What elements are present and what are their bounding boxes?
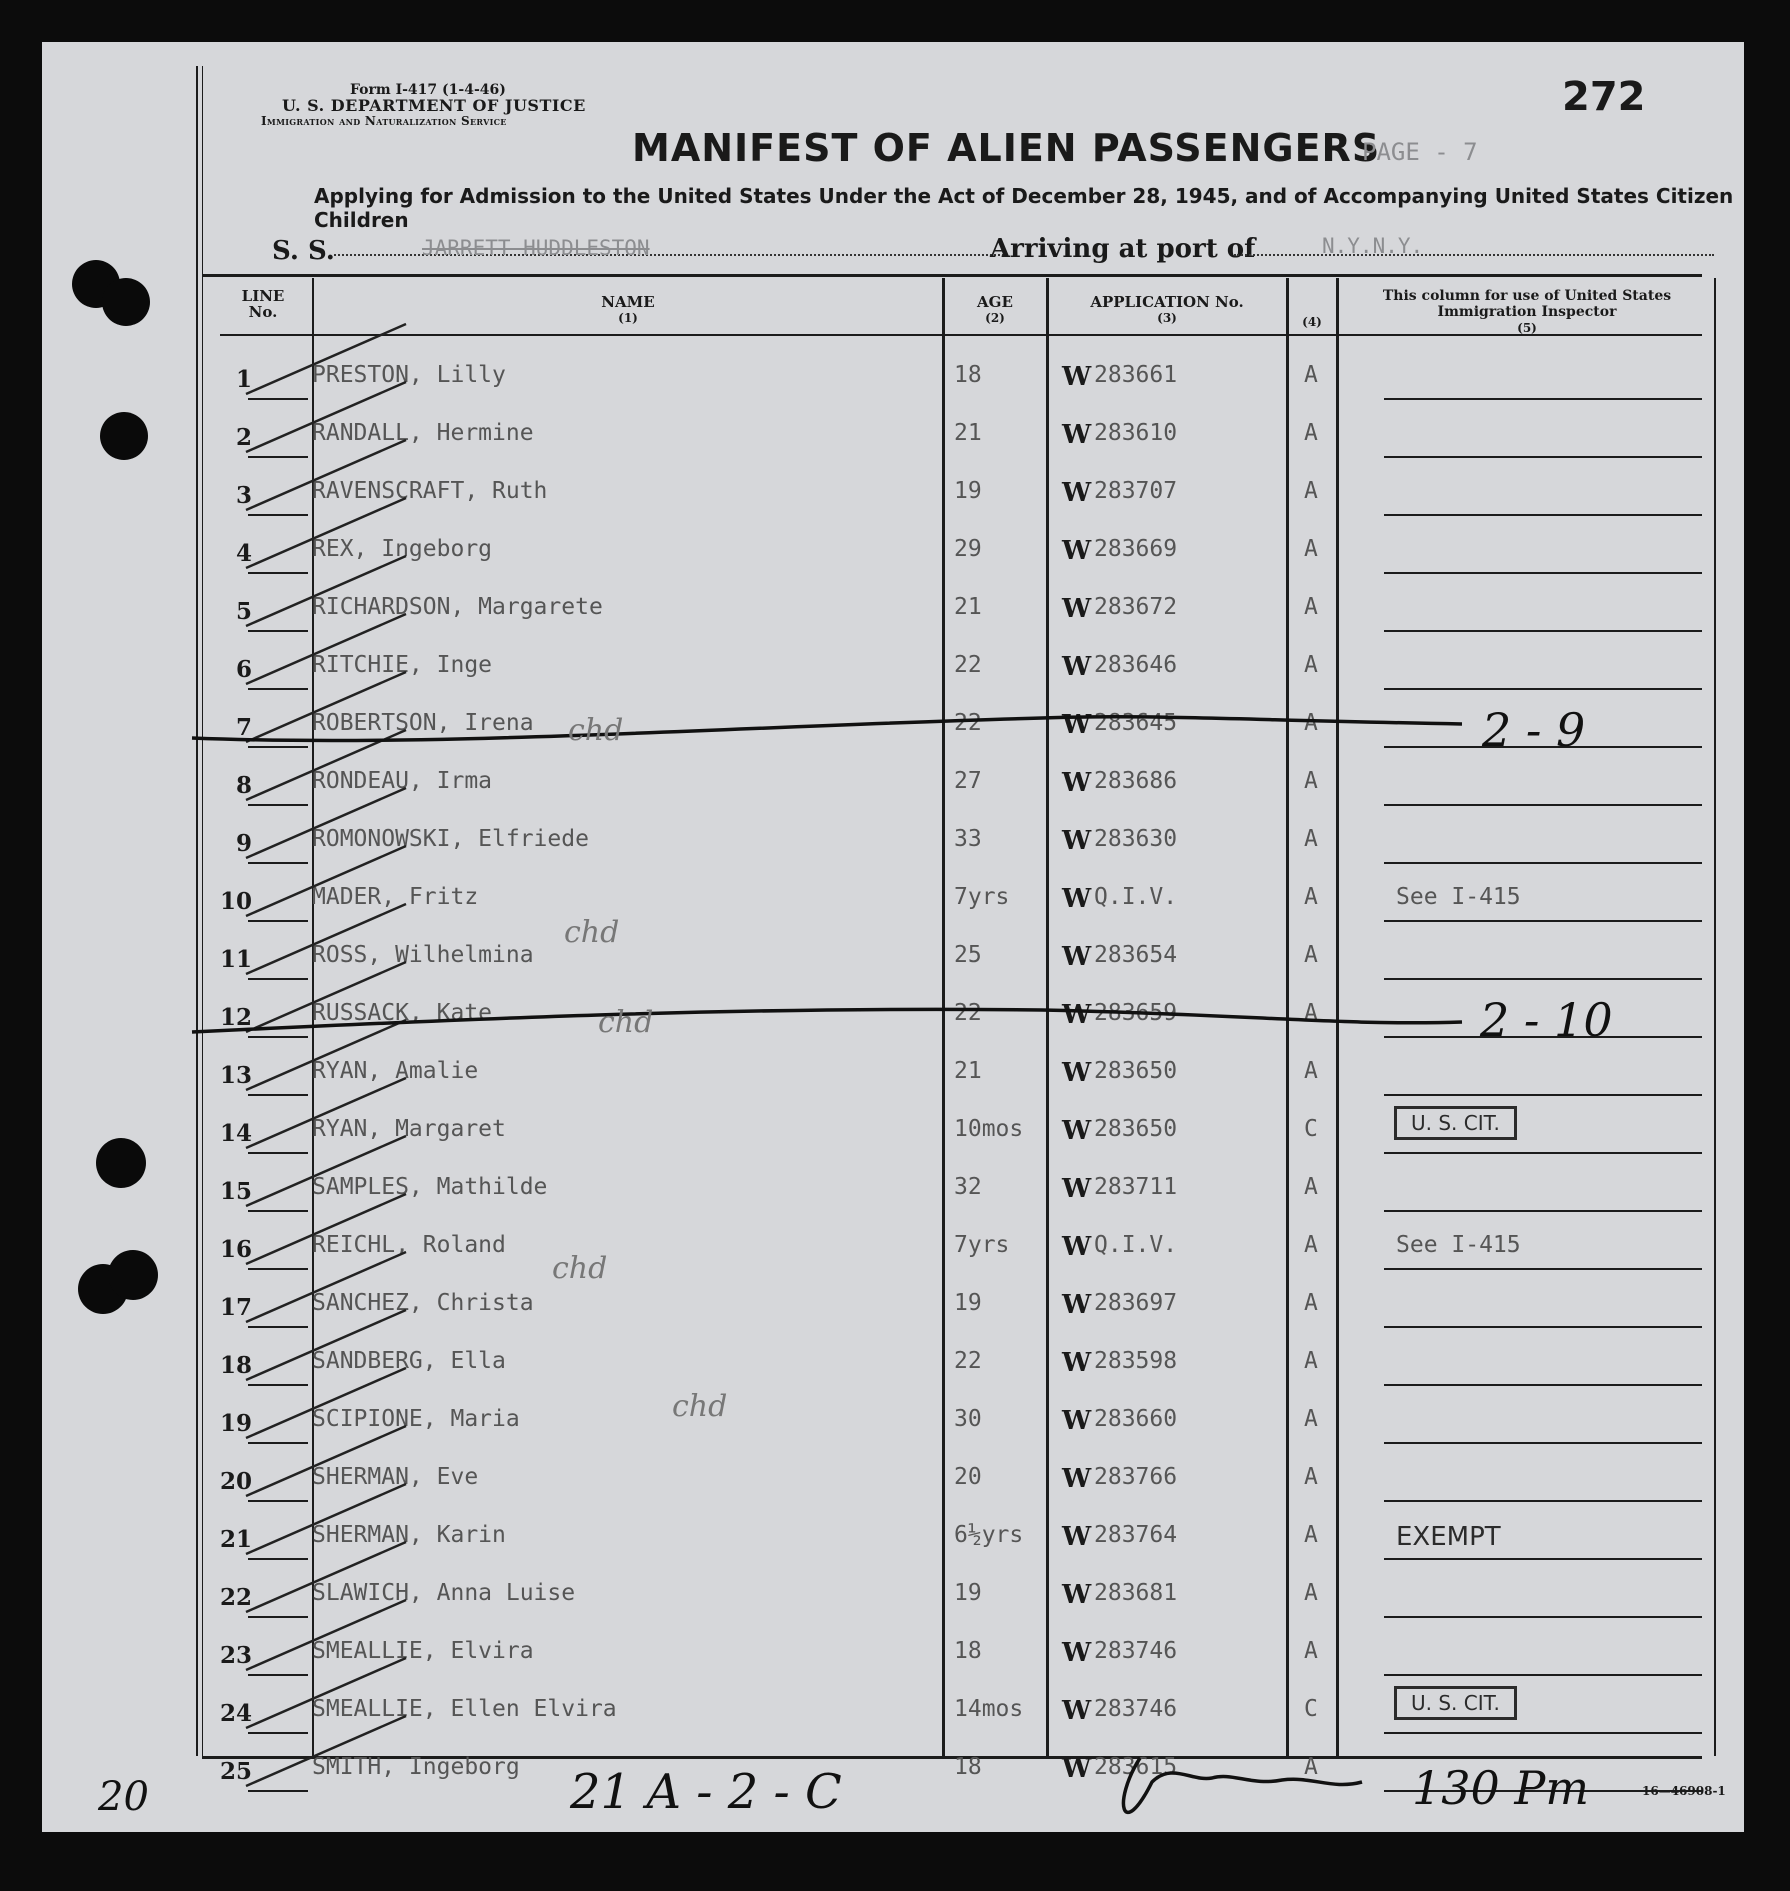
- line-number: 4: [235, 540, 252, 567]
- application-number: 283615: [1094, 1754, 1178, 1780]
- application-prefix: W: [1062, 710, 1092, 740]
- class-code: A: [1304, 942, 1318, 968]
- line-number: 9: [235, 830, 252, 857]
- line-number: 19: [219, 1410, 252, 1437]
- line-number: 1: [235, 366, 252, 393]
- tick-mark: [246, 556, 406, 626]
- passenger-age: 22: [954, 1348, 982, 1374]
- passenger-age: 19: [954, 478, 982, 504]
- tick-mark: [246, 846, 406, 916]
- class-code: A: [1304, 1580, 1318, 1606]
- bottom-left-note: 20: [98, 1774, 149, 1820]
- child-mark-row-16: chd: [598, 1005, 654, 1040]
- line-number: 22: [219, 1584, 252, 1611]
- application-number: 283598: [1094, 1348, 1178, 1374]
- class-code: A: [1304, 362, 1318, 388]
- line-number: 24: [219, 1700, 252, 1727]
- application-prefix: W: [1062, 536, 1092, 566]
- line-number: 7: [235, 714, 252, 741]
- line-number: 12: [219, 1004, 252, 1031]
- passenger-age: 7yrs: [954, 1232, 1010, 1258]
- passenger-name: SHERMAN, Karin: [312, 1522, 506, 1548]
- passenger-age: 22: [954, 710, 982, 736]
- page-subtitle: Applying for Admission to the United States Under the Act of December 28, 1945, and of Accompanying United States Citizen Children: [314, 184, 1734, 232]
- line-number: 11: [219, 946, 252, 973]
- passenger-name: ROMONOWSKI, Elfriede: [312, 826, 589, 852]
- application-number: 283686: [1094, 768, 1178, 794]
- passenger-age: 19: [954, 1290, 982, 1316]
- strike-line-row-16: [192, 1009, 1462, 1032]
- child-mark-row-21: chd: [552, 1251, 608, 1286]
- child-mark-row-10: chd: [568, 713, 624, 748]
- us-citizen-stamp: U. S. CIT.: [1394, 1106, 1517, 1140]
- application-number: 283645: [1094, 710, 1178, 736]
- port-label: Arriving at port of: [990, 234, 1256, 264]
- passenger-age: 22: [954, 1000, 982, 1026]
- line-number: 10: [219, 888, 252, 915]
- passenger-name: RANDALL, Hermine: [312, 420, 534, 446]
- binder-hole-2: [102, 278, 150, 326]
- application-number: 283764: [1094, 1522, 1178, 1548]
- passenger-age: 29: [954, 536, 982, 562]
- handwriting-overlay: [42, 42, 1744, 1832]
- application-prefix: W: [1062, 884, 1092, 914]
- tick-mark: [246, 440, 406, 510]
- passenger-age: 14mos: [954, 1696, 1024, 1722]
- passenger-name: MADER, Fritz: [312, 884, 479, 910]
- binder-hole-6: [108, 1250, 158, 1300]
- tick-mark: [246, 1542, 406, 1612]
- page-number: 272: [1562, 74, 1646, 120]
- application-prefix: W: [1062, 1348, 1092, 1378]
- class-code: A: [1304, 1522, 1318, 1548]
- form-number: Form I-417 (1-4-46): [350, 82, 506, 98]
- col-header-name-num: (1): [618, 311, 638, 325]
- line-number: 13: [219, 1062, 252, 1089]
- row-16-mark: 2 - 10: [1480, 993, 1613, 1047]
- tick-mark: [246, 1368, 406, 1438]
- passenger-name: RONDEAU, Irma: [312, 768, 493, 794]
- child-mark-row-24: chd: [672, 1389, 728, 1424]
- tick-mark: [246, 1310, 406, 1380]
- class-code: A: [1304, 594, 1318, 620]
- tick-mark: [246, 904, 406, 974]
- application-number: 283610: [1094, 420, 1178, 446]
- application-prefix: W: [1062, 1406, 1092, 1436]
- application-prefix: W: [1062, 1580, 1092, 1610]
- class-code: A: [1304, 884, 1318, 910]
- application-number: 283646: [1094, 652, 1178, 678]
- application-number: 283707: [1094, 478, 1178, 504]
- passenger-age: 32: [954, 1174, 982, 1200]
- line-number: 20: [219, 1468, 252, 1495]
- inspector-remark: EXEMPT: [1396, 1522, 1501, 1552]
- passenger-age: 22: [954, 652, 982, 678]
- application-prefix: W: [1062, 826, 1092, 856]
- class-code: A: [1304, 420, 1318, 446]
- passenger-age: 18: [954, 1638, 982, 1664]
- footer-form-code: 16—46908-1: [1642, 1784, 1726, 1798]
- tick-mark: [246, 672, 406, 742]
- passenger-name: SANCHEZ, Christa: [312, 1290, 534, 1316]
- col-header-age-num: (2): [985, 311, 1005, 325]
- passenger-age: 33: [954, 826, 982, 852]
- binder-hole-4: [96, 1138, 146, 1188]
- passenger-name: PRESTON, Lilly: [312, 362, 506, 388]
- application-number: 283650: [1094, 1116, 1178, 1142]
- application-number: 283711: [1094, 1174, 1178, 1200]
- application-prefix: W: [1062, 942, 1092, 972]
- inspector-signature: [1123, 1758, 1362, 1812]
- application-number: 283766: [1094, 1464, 1178, 1490]
- application-number: 283654: [1094, 942, 1178, 968]
- class-code: A: [1304, 1638, 1318, 1664]
- line-number: 17: [219, 1294, 252, 1321]
- passenger-age: 21: [954, 1058, 982, 1084]
- department-name: U. S. DEPARTMENT OF JUSTICE: [282, 96, 586, 115]
- application-prefix: W: [1062, 1638, 1092, 1668]
- class-code: A: [1304, 1058, 1318, 1084]
- tick-mark: [246, 382, 406, 452]
- col-header-age-label: AGE: [977, 293, 1013, 311]
- tick-mark: [246, 614, 406, 684]
- tick-mark: [246, 1658, 406, 1728]
- passenger-name: RUSSACK, Kate: [312, 1000, 493, 1026]
- line-number: 16: [219, 1236, 252, 1263]
- passenger-age: 6½yrs: [954, 1522, 1024, 1548]
- passenger-name: SHERMAN, Eve: [312, 1464, 479, 1490]
- application-number: 283746: [1094, 1696, 1178, 1722]
- application-number: 283672: [1094, 594, 1178, 620]
- passenger-age: 18: [954, 1754, 982, 1780]
- application-prefix: W: [1062, 1116, 1092, 1146]
- line-number: 18: [219, 1352, 252, 1379]
- row-10-mark: 2 - 9: [1482, 703, 1586, 757]
- application-prefix: W: [1062, 1058, 1092, 1088]
- col-header-app-label: APPLICATION No.: [1090, 293, 1244, 311]
- passenger-age: 27: [954, 768, 982, 794]
- line-number: 23: [219, 1642, 252, 1669]
- passenger-name: RYAN, Margaret: [312, 1116, 506, 1142]
- passenger-name: SMEALLIE, Elvira: [312, 1638, 534, 1664]
- tick-mark: [246, 1484, 406, 1554]
- passenger-age: 18: [954, 362, 982, 388]
- tick-mark: [246, 324, 406, 394]
- class-code: A: [1304, 1754, 1318, 1780]
- line-number: 21: [219, 1526, 252, 1553]
- class-code: A: [1304, 710, 1318, 736]
- bottom-tally: 21 A - 2 - C: [570, 1764, 842, 1820]
- application-prefix: W: [1062, 594, 1092, 624]
- application-prefix: W: [1062, 420, 1092, 450]
- application-prefix: W: [1062, 652, 1092, 682]
- page-title: MANIFEST OF ALIEN PASSENGERS: [632, 126, 1381, 170]
- application-prefix: W: [1062, 1464, 1092, 1494]
- passenger-name: RAVENSCRAFT, Ruth: [312, 478, 548, 504]
- class-code: A: [1304, 1174, 1318, 1200]
- line-number: 8: [235, 772, 252, 799]
- passenger-name: SMEALLIE, Ellen Elvira: [312, 1696, 617, 1722]
- class-code: A: [1304, 478, 1318, 504]
- class-code: A: [1304, 1232, 1318, 1258]
- tick-mark: [246, 1600, 406, 1670]
- col-header-line: LINE No.: [241, 287, 285, 321]
- class-code: C: [1304, 1696, 1318, 1722]
- application-prefix: W: [1062, 768, 1092, 798]
- line-number: 6: [235, 656, 252, 683]
- tick-mark: [246, 1252, 406, 1322]
- application-prefix: W: [1062, 1290, 1092, 1320]
- line-number: 25: [219, 1758, 252, 1785]
- application-prefix: W: [1062, 478, 1092, 508]
- col-header-app-num: (3): [1157, 311, 1177, 325]
- passenger-name: ROBERTSON, Irena: [312, 710, 534, 736]
- class-code: A: [1304, 1348, 1318, 1374]
- col-header-name-label: NAME: [601, 293, 655, 311]
- page-label: PAGE - 7: [1362, 138, 1478, 166]
- tick-mark: [246, 1426, 406, 1496]
- child-mark-row-14: chd: [564, 915, 620, 950]
- application-number: 283681: [1094, 1580, 1178, 1606]
- application-prefix: W: [1062, 1232, 1092, 1262]
- application-prefix: W: [1062, 1522, 1092, 1552]
- application-number: 283650: [1094, 1058, 1178, 1084]
- ship-label: S. S.: [272, 236, 335, 266]
- inspector-remark: See I-415: [1396, 884, 1521, 910]
- class-code: A: [1304, 1290, 1318, 1316]
- application-number: 283669: [1094, 536, 1178, 562]
- application-prefix: W: [1062, 1000, 1092, 1030]
- passenger-age: 7yrs: [954, 884, 1010, 910]
- passenger-name: RICHARDSON, Margarete: [312, 594, 603, 620]
- application-number: Q.I.V.: [1094, 1232, 1178, 1258]
- passenger-name: ROSS, Wilhelmina: [312, 942, 534, 968]
- application-prefix: W: [1062, 1174, 1092, 1204]
- class-code: A: [1304, 1000, 1318, 1026]
- class-code: A: [1304, 536, 1318, 562]
- class-code: A: [1304, 652, 1318, 678]
- passenger-name: RYAN, Amalie: [312, 1058, 479, 1084]
- passenger-name: REX, Ingeborg: [312, 536, 493, 562]
- passenger-age: 20: [954, 1464, 982, 1490]
- line-number: 14: [219, 1120, 252, 1147]
- passenger-name: SAMPLES, Mathilde: [312, 1174, 548, 1200]
- passenger-age: 21: [954, 594, 982, 620]
- passenger-name: RITCHIE, Inge: [312, 652, 493, 678]
- inspector-remark: See I-415: [1396, 1232, 1521, 1258]
- manifest-page: [42, 42, 1744, 1832]
- application-number: 283746: [1094, 1638, 1178, 1664]
- passenger-age: 19: [954, 1580, 982, 1606]
- application-prefix: W: [1062, 1754, 1092, 1784]
- class-code: A: [1304, 1464, 1318, 1490]
- binder-hole-3: [100, 412, 148, 460]
- application-number: 283659: [1094, 1000, 1178, 1026]
- application-number: 283697: [1094, 1290, 1178, 1316]
- passenger-age: 21: [954, 420, 982, 446]
- class-code: A: [1304, 1406, 1318, 1432]
- col-header-inspector-num: (5): [1517, 321, 1537, 335]
- tick-mark: [246, 1078, 406, 1148]
- strike-line-row-10: [192, 717, 1462, 741]
- application-number: 283630: [1094, 826, 1178, 852]
- application-number: 283661: [1094, 362, 1178, 388]
- tick-mark: [246, 1716, 406, 1786]
- col-header-inspector-label: This column for use of United States Immigration Inspector: [1382, 288, 1672, 320]
- signature-note: 130 Pm: [1412, 1761, 1589, 1815]
- passenger-name: SANDBERG, Ella: [312, 1348, 506, 1374]
- application-prefix: W: [1062, 362, 1092, 392]
- passenger-name: SLAWICH, Anna Luise: [312, 1580, 576, 1606]
- line-number: 3: [235, 482, 252, 509]
- line-number: 15: [219, 1178, 252, 1205]
- tick-mark: [246, 1194, 406, 1264]
- passenger-age: 30: [954, 1406, 982, 1432]
- tick-mark: [246, 788, 406, 858]
- tick-mark: [246, 1136, 406, 1206]
- class-code: C: [1304, 1116, 1318, 1142]
- ship-name: JARRETT HUDDLESTON: [422, 236, 650, 260]
- tick-mark: [246, 962, 406, 1032]
- port-name: N.Y.N.Y.: [1322, 234, 1424, 258]
- line-number: 2: [235, 424, 252, 451]
- us-citizen-stamp: U. S. CIT.: [1394, 1686, 1517, 1720]
- service-name: Immigration and Naturalization Service: [261, 114, 507, 128]
- passenger-age: 10mos: [954, 1116, 1024, 1142]
- passenger-name: SCIPIONE, Maria: [312, 1406, 520, 1432]
- passenger-age: 25: [954, 942, 982, 968]
- class-code: A: [1304, 768, 1318, 794]
- class-code: A: [1304, 826, 1318, 852]
- passenger-name: REICHL, Roland: [312, 1232, 506, 1258]
- tick-mark: [246, 1020, 406, 1090]
- col-header-cls-num: (4): [1302, 315, 1322, 329]
- application-prefix: W: [1062, 1696, 1092, 1726]
- line-number: 5: [235, 598, 252, 625]
- application-number: Q.I.V.: [1094, 884, 1178, 910]
- application-number: 283660: [1094, 1406, 1178, 1432]
- passenger-name: SMITH, Ingeborg: [312, 1754, 520, 1780]
- tick-mark: [246, 498, 406, 568]
